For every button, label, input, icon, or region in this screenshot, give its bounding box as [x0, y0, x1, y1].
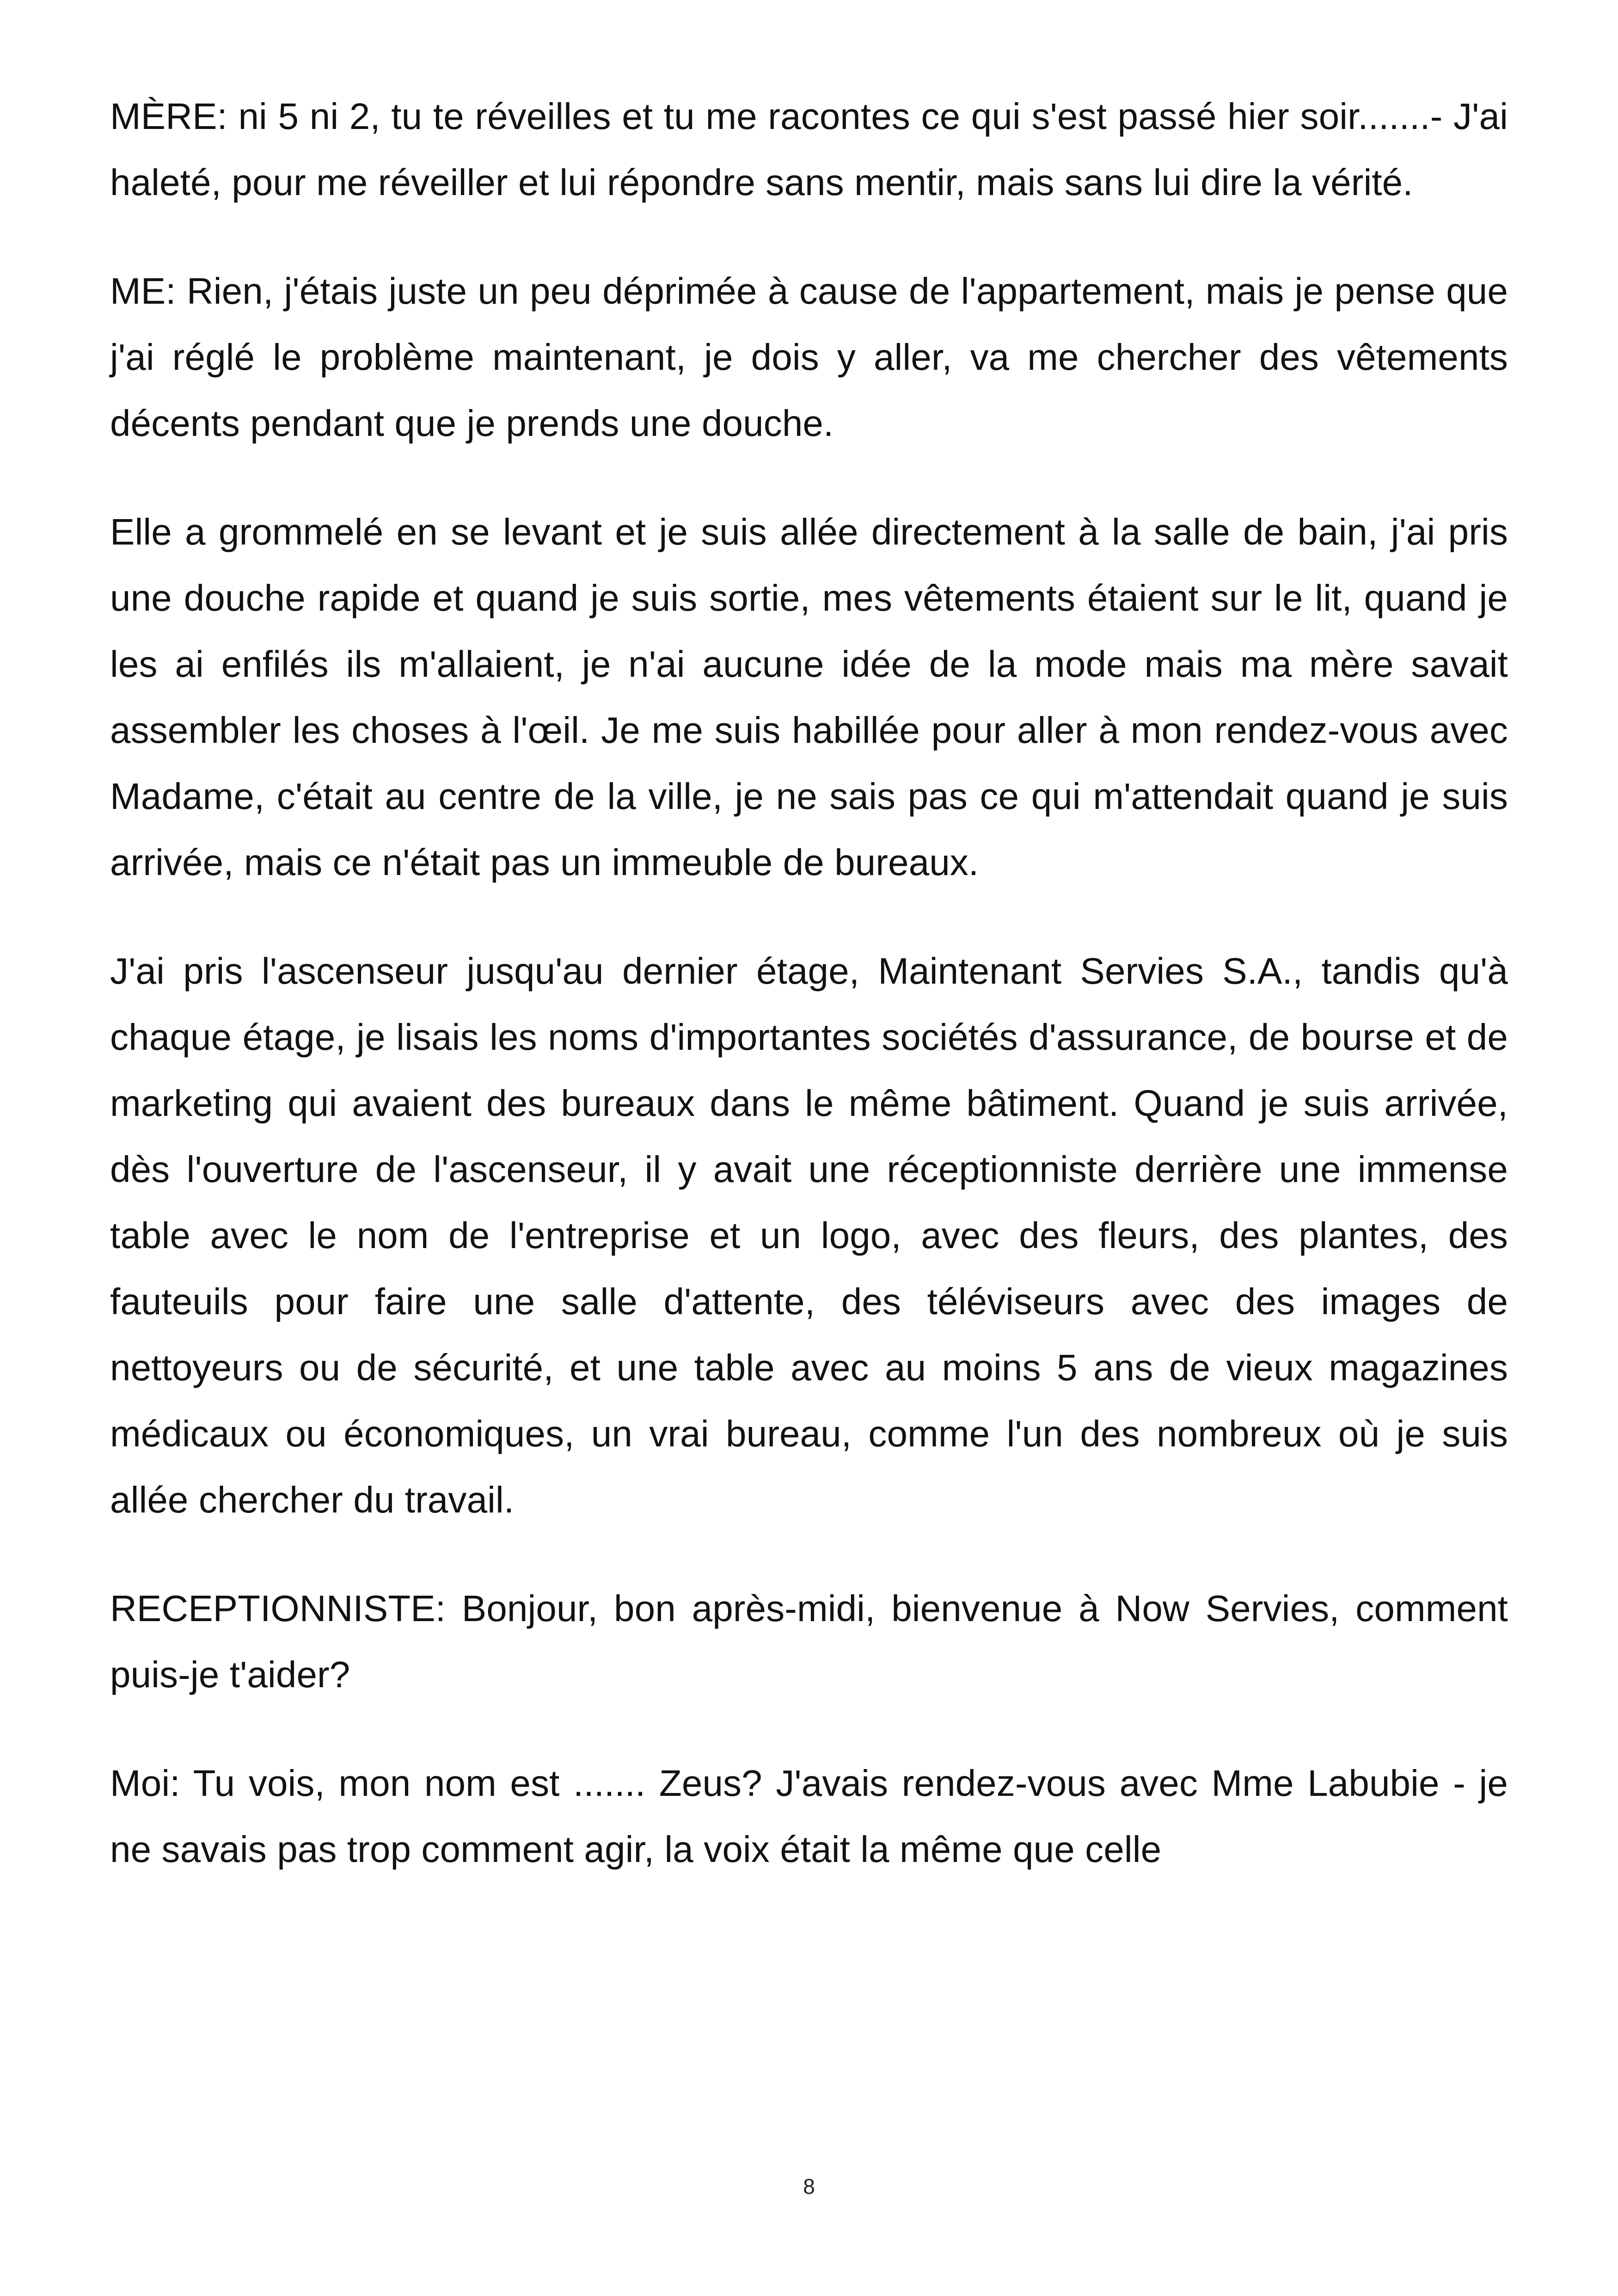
paragraph-mere-dialogue: MÈRE: ni 5 ni 2, tu te réveilles et tu me racontes ce qui s'est passé hier soir.......- J'ai haleté, pour me réveiller et lui répondre sans mentir, mais sans lui dire la vérité.: [110, 96, 1508, 203]
paragraph-me-dialogue: ME: Rien, j'étais juste un peu déprimée à cause de l'appartement, mais je pense que j'ai réglé le problème maintenant, je dois y aller, va me chercher des vêtements décents pendant que je prends une douche.: [110, 270, 1508, 444]
paragraph-receptionist-dialogue: RECEPTIONNISTE: Bonjour, bon après-midi, bienvenue à Now Servies, comment puis-je t'aider?: [110, 1588, 1508, 1695]
paragraph-shower-narration: Elle a grommelé en se levant et je suis allée directement à la salle de bain, j'ai pris une douche rapide et quand je suis sortie, mes vêtements étaient sur le lit, quand je les ai enfilés ils m'allaient, je n'ai aucune idée de la mode mais ma mère savait assembler les choses à l'œil. Je me suis habillée pour aller à mon rendez-vous avec Madame, c'était au centre de la ville, je ne sais pas ce qui m'attendait quand je suis arrivée, mais ce n'était pas un immeuble de bureaux.: [110, 511, 1508, 883]
paragraph-elevator-narration: J'ai pris l'ascenseur jusqu'au dernier étage, Maintenant Servies S.A., tandis qu'à chaque étage, je lisais les noms d'importantes sociétés d'assurance, de bourse et de marketing qui avaient des bureaux dans le même bâtiment. Quand je suis arrivée, dès l'ouverture de l'ascenseur, il y avait une réceptionniste derrière une immense table avec le nom de l'entreprise et un logo, avec des fleurs, des plantes, des fauteuils pour faire une salle d'attente, des téléviseurs avec des images de nettoyeurs ou de sécurité, et une table avec au moins 5 ans de vieux magazines médicaux ou économiques, un vrai bureau, comme l'un des nombreux où je suis allée chercher du travail.: [110, 950, 1508, 1520]
page-body: [110, 83, 1508, 1925]
page-number: 8: [803, 2174, 815, 2198]
paragraph-moi-dialogue: Moi: Tu vois, mon nom est ....... Zeus? J'avais rendez-vous avec Mme Labubie - je ne savais pas trop comment agir, la voix était la même que celle: [110, 1763, 1508, 1870]
